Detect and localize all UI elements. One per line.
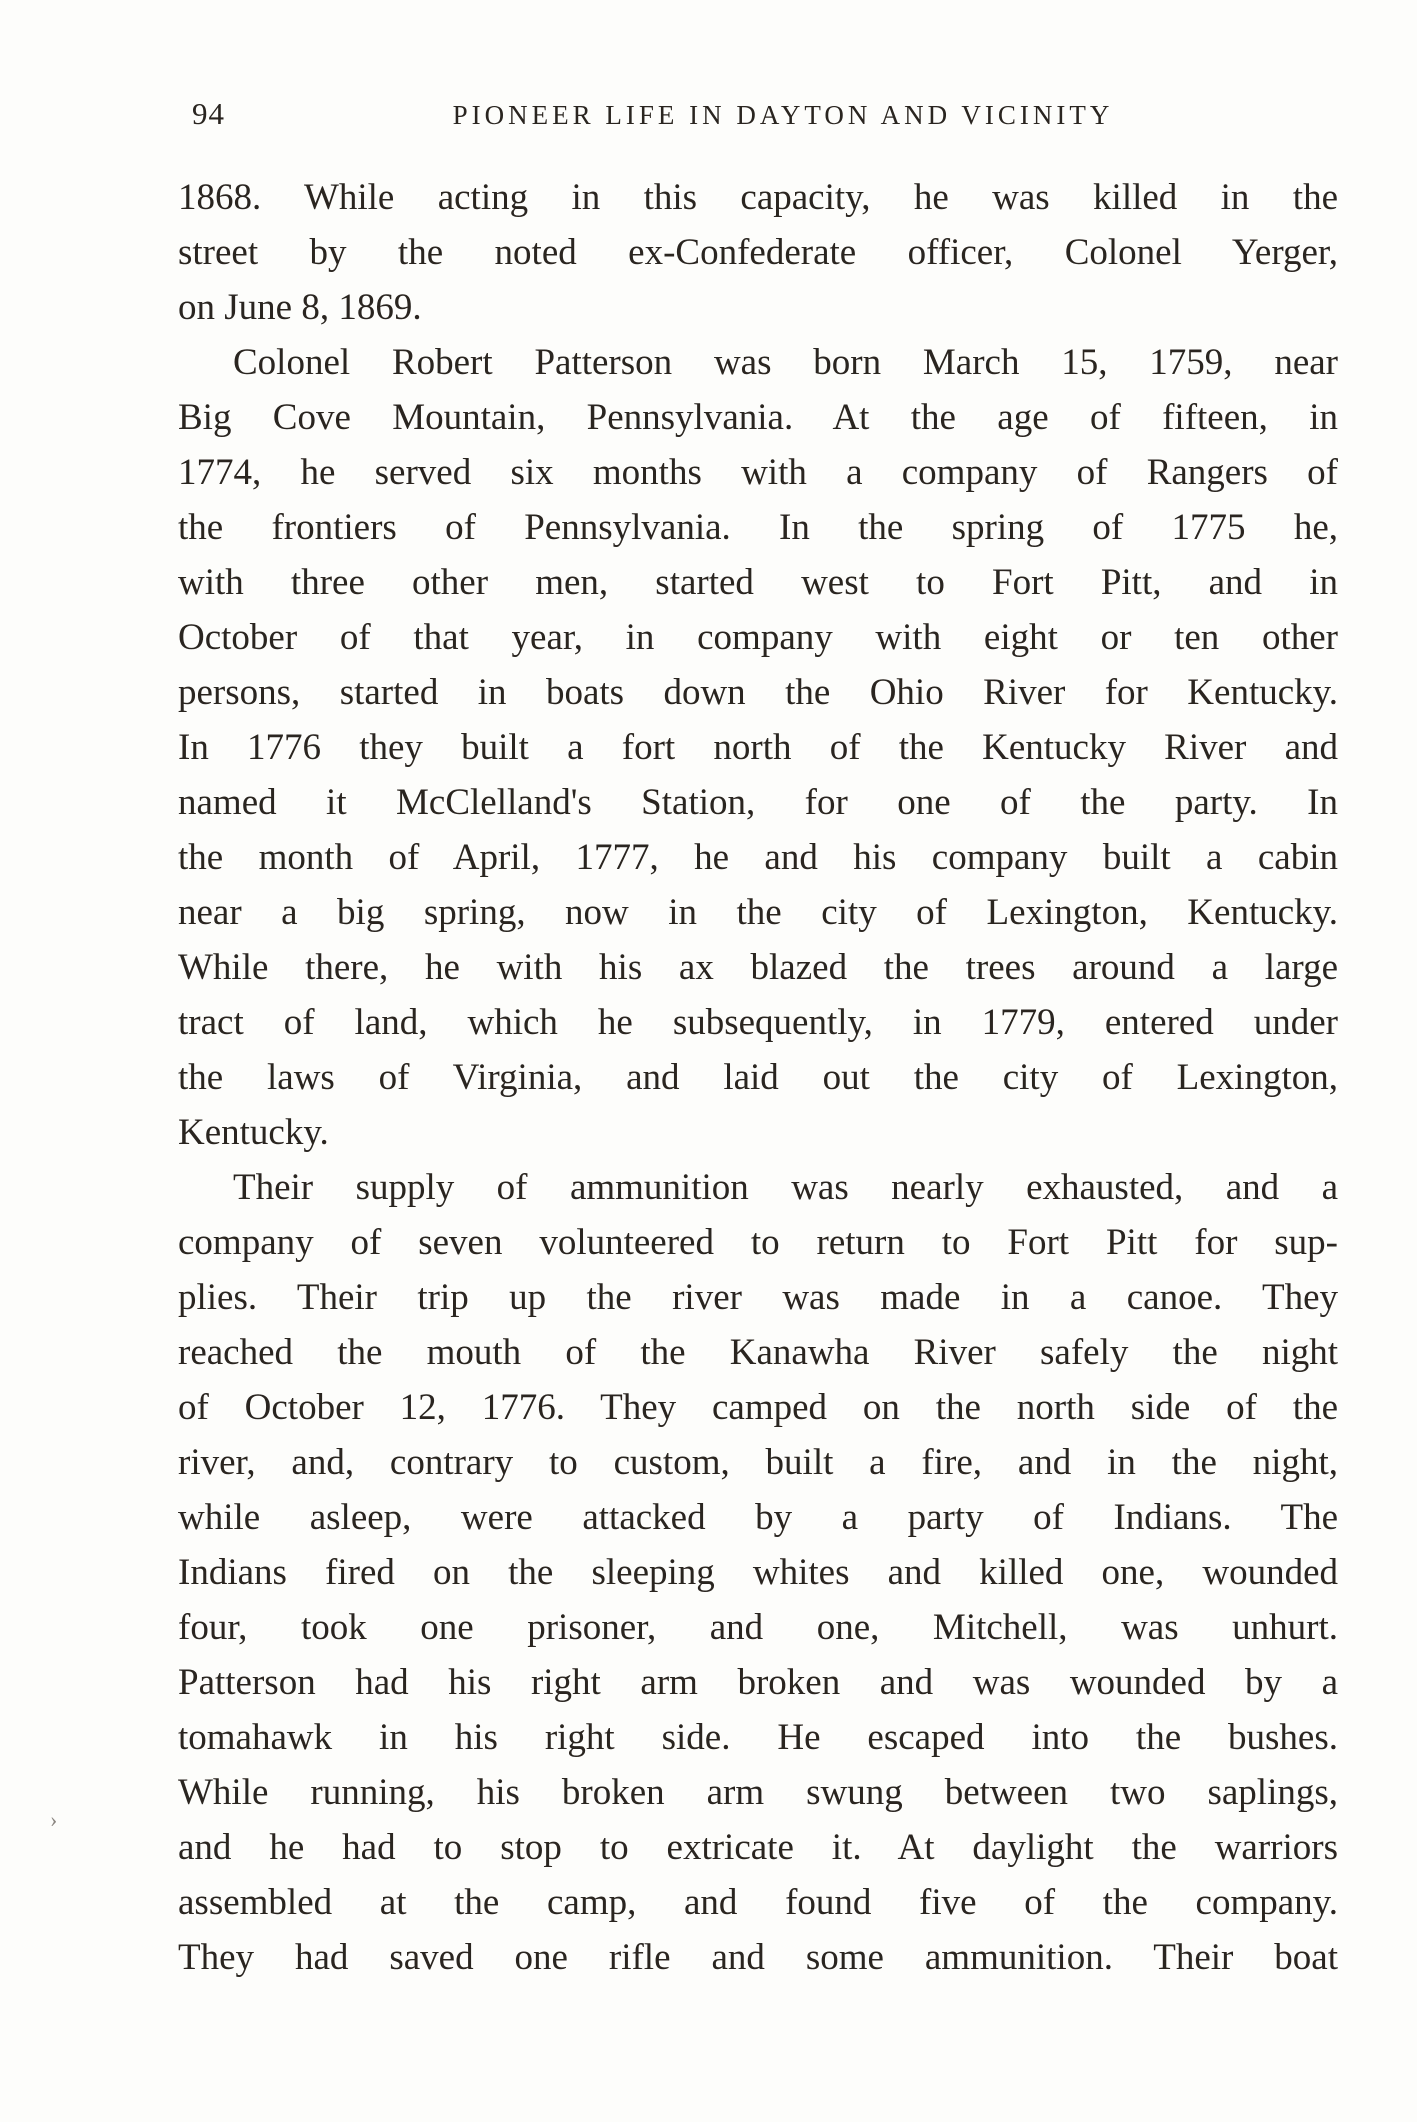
text-line: October of that year, in company with eight or ten other: [178, 617, 1338, 658]
paragraph-start-line: Colonel Robert Patterson was born March 15, 1759, near: [233, 342, 1338, 383]
text-line: reached the mouth of the Kanawha River safely the night: [178, 1332, 1338, 1373]
running-head: [192, 96, 1334, 136]
running-title: PIONEER LIFE IN DAYTON AND VICINITY: [452, 100, 1114, 130]
text-line: the month of April, 1777, he and his company built a cabin: [178, 837, 1338, 878]
text-line: with three other men, started west to Fort Pitt, and in: [178, 562, 1338, 603]
text-line: near a big spring, now in the city of Lexington, Kentucky.: [178, 892, 1338, 933]
text-line: Kentucky.: [178, 1112, 329, 1153]
text-line: the frontiers of Pennsylvania. In the spring of 1775 he,: [178, 507, 1338, 548]
text-line: on June 8, 1869.: [178, 287, 422, 328]
text-line: Patterson had his right arm broken and was wounded by a: [178, 1662, 1338, 1703]
text-line: four, took one prisoner, and one, Mitchell, was unhurt.: [178, 1607, 1338, 1648]
text-line: and he had to stop to extricate it. At daylight the warriors: [178, 1827, 1338, 1868]
text-line: They had saved one rifle and some ammunition. Their boat: [178, 1937, 1338, 1978]
paragraph-start-line: Their supply of ammunition was nearly exhausted, and a: [233, 1167, 1338, 1208]
text-line: 1868. While acting in this capacity, he was killed in the: [178, 177, 1338, 218]
text-line: In 1776 they built a fort north of the Kentucky River and: [178, 727, 1338, 768]
text-line: While there, he with his ax blazed the trees around a large: [178, 947, 1338, 988]
text-line: river, and, contrary to custom, built a fire, and in the night,: [178, 1442, 1338, 1483]
text-line: plies. Their trip up the river was made in a canoe. They: [178, 1277, 1338, 1318]
text-line: while asleep, were attacked by a party of Indians. The: [178, 1497, 1338, 1538]
text-line: the laws of Virginia, and laid out the city of Lexington,: [178, 1057, 1338, 1098]
text-line: company of seven volunteered to return to Fort Pitt for sup-: [178, 1222, 1338, 1263]
page-number: 94: [192, 96, 225, 131]
body-text: [178, 170, 1338, 1985]
text-line: assembled at the camp, and found five of the company.: [178, 1882, 1338, 1923]
text-line: tract of land, which he subsequently, in 1779, entered under: [178, 1002, 1338, 1043]
text-line: 1774, he served six months with a company of Rangers of: [178, 452, 1338, 493]
text-line: Indians fired on the sleeping whites and killed one, wounded: [178, 1552, 1338, 1593]
margin-mark: ›: [50, 1807, 58, 1832]
text-line: tomahawk in his right side. He escaped into the bushes.: [178, 1717, 1338, 1758]
text-line: named it McClelland's Station, for one of the party. In: [178, 782, 1338, 823]
text-line: street by the noted ex-Confederate officer, Colonel Yerger,: [178, 232, 1338, 273]
text-line: Big Cove Mountain, Pennsylvania. At the age of fifteen, in: [178, 397, 1338, 438]
text-line: of October 12, 1776. They camped on the north side of the: [178, 1387, 1338, 1428]
text-line: persons, started in boats down the Ohio River for Kentucky.: [178, 672, 1338, 713]
text-line: While running, his broken arm swung between two saplings,: [178, 1772, 1338, 1813]
